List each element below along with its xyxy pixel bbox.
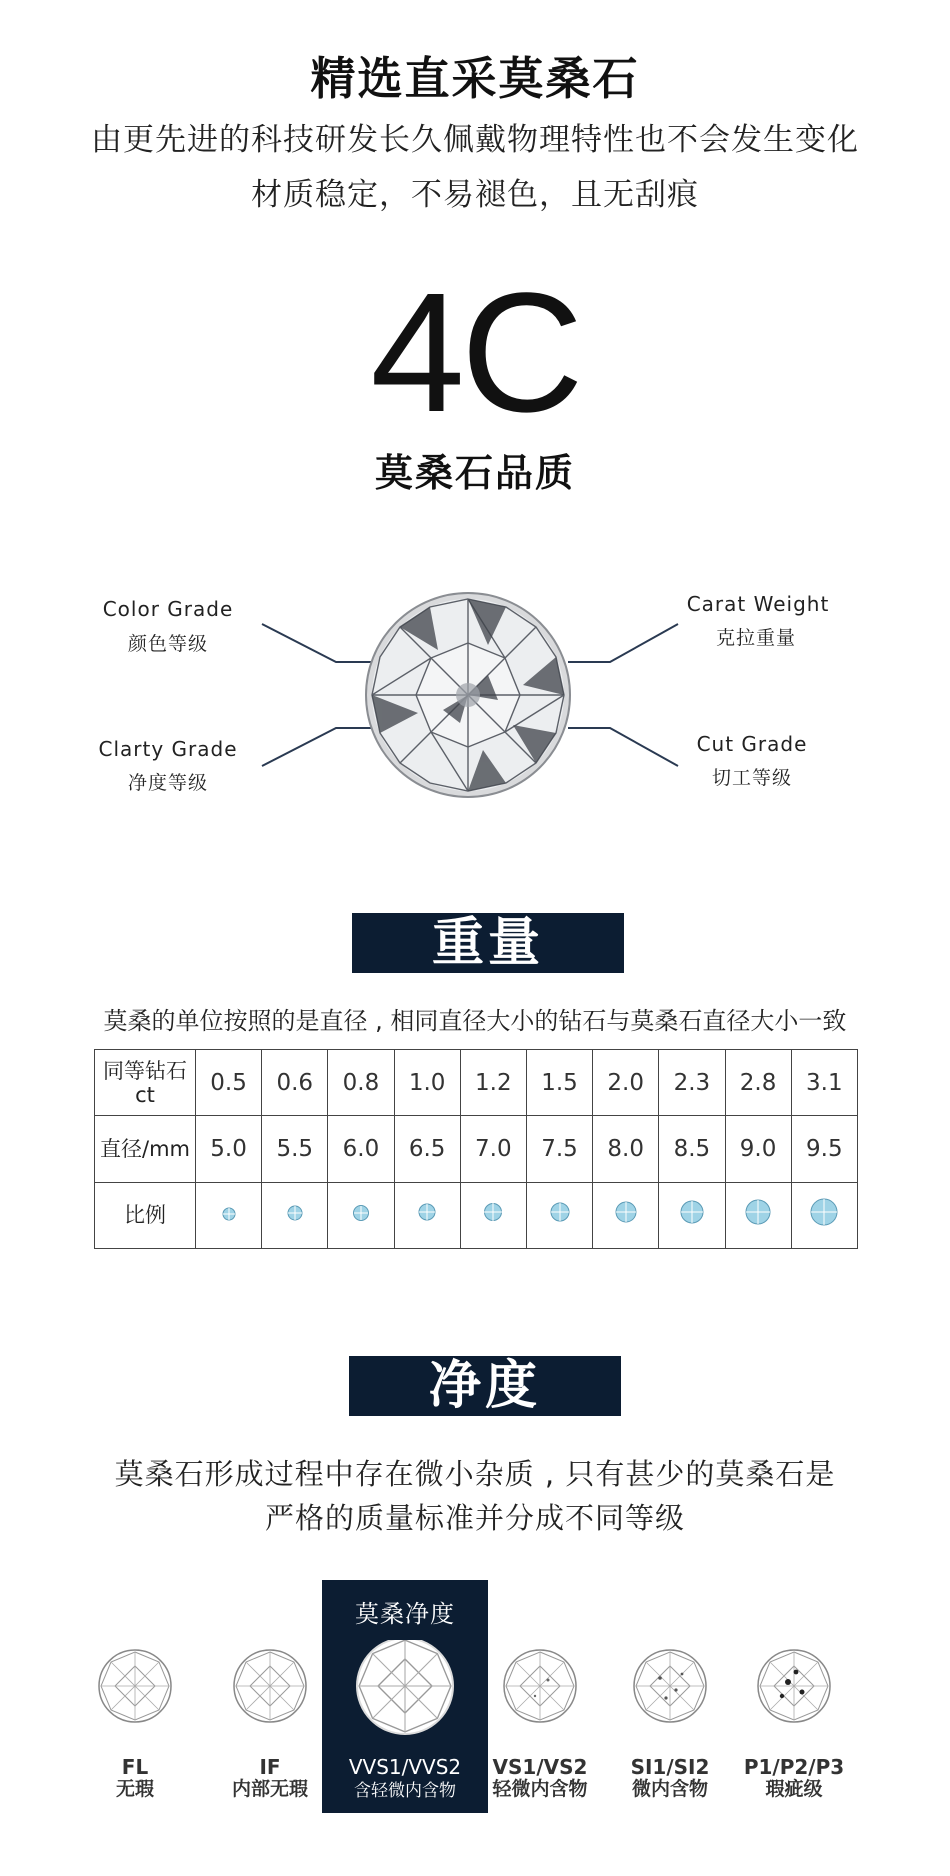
gem-icon xyxy=(549,1201,571,1223)
gem-icon xyxy=(286,1204,304,1222)
clarity-description-line-1: 莫桑石形成过程中存在微小杂质 , 只有甚少的莫桑石是 xyxy=(114,1457,836,1491)
grade-p-name: P1/P2/P3 xyxy=(743,1755,845,1779)
gem-icon xyxy=(417,1202,437,1222)
table-cell xyxy=(328,1182,394,1248)
grade-vs-sub: 轻微内含物 xyxy=(492,1778,588,1800)
grade-si-sub: 微内含物 xyxy=(631,1778,708,1800)
table-cell: 0.6 xyxy=(262,1050,328,1116)
table-cell: 8.0 xyxy=(593,1116,659,1182)
subtitle-line-1: 由更先进的科技研发长久佩戴物理特性也不会发生变化 xyxy=(91,122,859,158)
grade-if-sub: 内部无瑕 xyxy=(231,1778,308,1800)
table-cell xyxy=(593,1182,659,1248)
table-cell: 0.5 xyxy=(196,1050,262,1116)
grade-vs-name: VS1/VS2 xyxy=(492,1755,588,1779)
color-grade-label: Color Grade xyxy=(102,597,234,621)
table-cell: 2.3 xyxy=(659,1050,725,1116)
table-row-diameter xyxy=(95,1116,858,1182)
table-cell: 9.0 xyxy=(725,1116,791,1182)
clarity-gems xyxy=(0,1640,950,1760)
table-cell: 1.2 xyxy=(460,1050,526,1116)
table-cell: 2.0 xyxy=(593,1050,659,1116)
gem-vvs-icon xyxy=(357,1640,453,1734)
carat-weight-label: Carat Weight xyxy=(686,592,830,616)
size-table xyxy=(94,1049,858,1249)
weight-description: 莫桑的单位按照的是直径 , 相同直径大小的钻石与莫桑石直径大小一致 xyxy=(103,1007,847,1035)
table-cell xyxy=(526,1182,592,1248)
color-grade-cn: 颜色等级 xyxy=(127,633,208,655)
table-cell xyxy=(460,1182,526,1248)
table-cell: 7.5 xyxy=(526,1116,592,1182)
row-header-carat: 同等钻石 ct xyxy=(95,1050,196,1116)
grade-vvs-sub: 含轻微内含物 xyxy=(354,1781,456,1801)
subtitle-line-2: 材质稳定，不易褪色，且无刮痕 xyxy=(251,177,699,213)
gem-icon xyxy=(679,1199,705,1225)
table-cell: 8.5 xyxy=(659,1116,725,1182)
grade-fl-name: FL xyxy=(121,1755,149,1779)
grade-if-name: IF xyxy=(259,1755,281,1779)
table-cell xyxy=(262,1182,328,1248)
table-cell xyxy=(394,1182,460,1248)
grade-vvs-name: VVS1/VVS2 xyxy=(348,1755,462,1779)
gem-icon xyxy=(482,1201,504,1223)
table-cell: 1.5 xyxy=(526,1050,592,1116)
table-cell: 2.8 xyxy=(725,1050,791,1116)
table-row-scale xyxy=(95,1182,858,1248)
grade-p-sub: 瑕疵级 xyxy=(765,1778,823,1800)
gem-vs-icon xyxy=(504,1650,576,1722)
table-cell xyxy=(659,1182,725,1248)
cut-grade-label: Cut Grade xyxy=(696,732,808,756)
table-cell: 9.5 xyxy=(791,1116,857,1182)
gem-si-icon xyxy=(634,1650,706,1722)
diamond-icon xyxy=(366,593,570,797)
cut-grade-cn: 切工等级 xyxy=(711,767,792,789)
table-cell xyxy=(196,1182,262,1248)
gem-icon xyxy=(352,1204,370,1222)
row-header-diameter: 直径/mm xyxy=(95,1116,196,1182)
table-cell: 3.1 xyxy=(791,1050,857,1116)
gem-icon xyxy=(614,1200,638,1224)
table-cell: 6.5 xyxy=(394,1116,460,1182)
carat-weight-cn: 克拉重量 xyxy=(715,627,796,649)
weight-banner: 重量 xyxy=(352,913,624,973)
quality-caption: 莫桑石品质 xyxy=(374,451,575,495)
table-cell: 7.0 xyxy=(460,1116,526,1182)
gem-icon xyxy=(744,1198,772,1226)
highlight-title: 莫桑净度 xyxy=(355,1600,455,1628)
gem-icon xyxy=(221,1206,237,1222)
table-cell: 5.0 xyxy=(196,1116,262,1182)
gem-p-icon xyxy=(758,1650,830,1722)
table-row-carat xyxy=(95,1050,858,1116)
table-cell xyxy=(725,1182,791,1248)
grade-fl-sub: 无瑕 xyxy=(115,1778,154,1800)
page-title: 精选直采莫桑石 xyxy=(310,52,640,105)
table-cell: 5.5 xyxy=(262,1116,328,1182)
table-cell: 1.0 xyxy=(394,1050,460,1116)
table-cell: 6.0 xyxy=(328,1116,394,1182)
table-cell xyxy=(791,1182,857,1248)
row-header-scale: 比例 xyxy=(95,1182,196,1248)
clarity-banner: 净度 xyxy=(349,1356,621,1416)
gem-fl-icon xyxy=(99,1650,171,1722)
grade-si-name: SI1/SI2 xyxy=(630,1755,710,1779)
table-cell: 0.8 xyxy=(328,1050,394,1116)
4c-heading: 4C xyxy=(370,258,580,448)
clarity-grade-label: Clarty Grade xyxy=(98,737,238,761)
clarity-description-line-2: 严格的质量标准并分成不同等级 xyxy=(264,1501,685,1535)
clarity-grade-cn: 净度等级 xyxy=(127,772,208,794)
gem-if-icon xyxy=(234,1650,306,1722)
gem-icon xyxy=(809,1197,839,1227)
